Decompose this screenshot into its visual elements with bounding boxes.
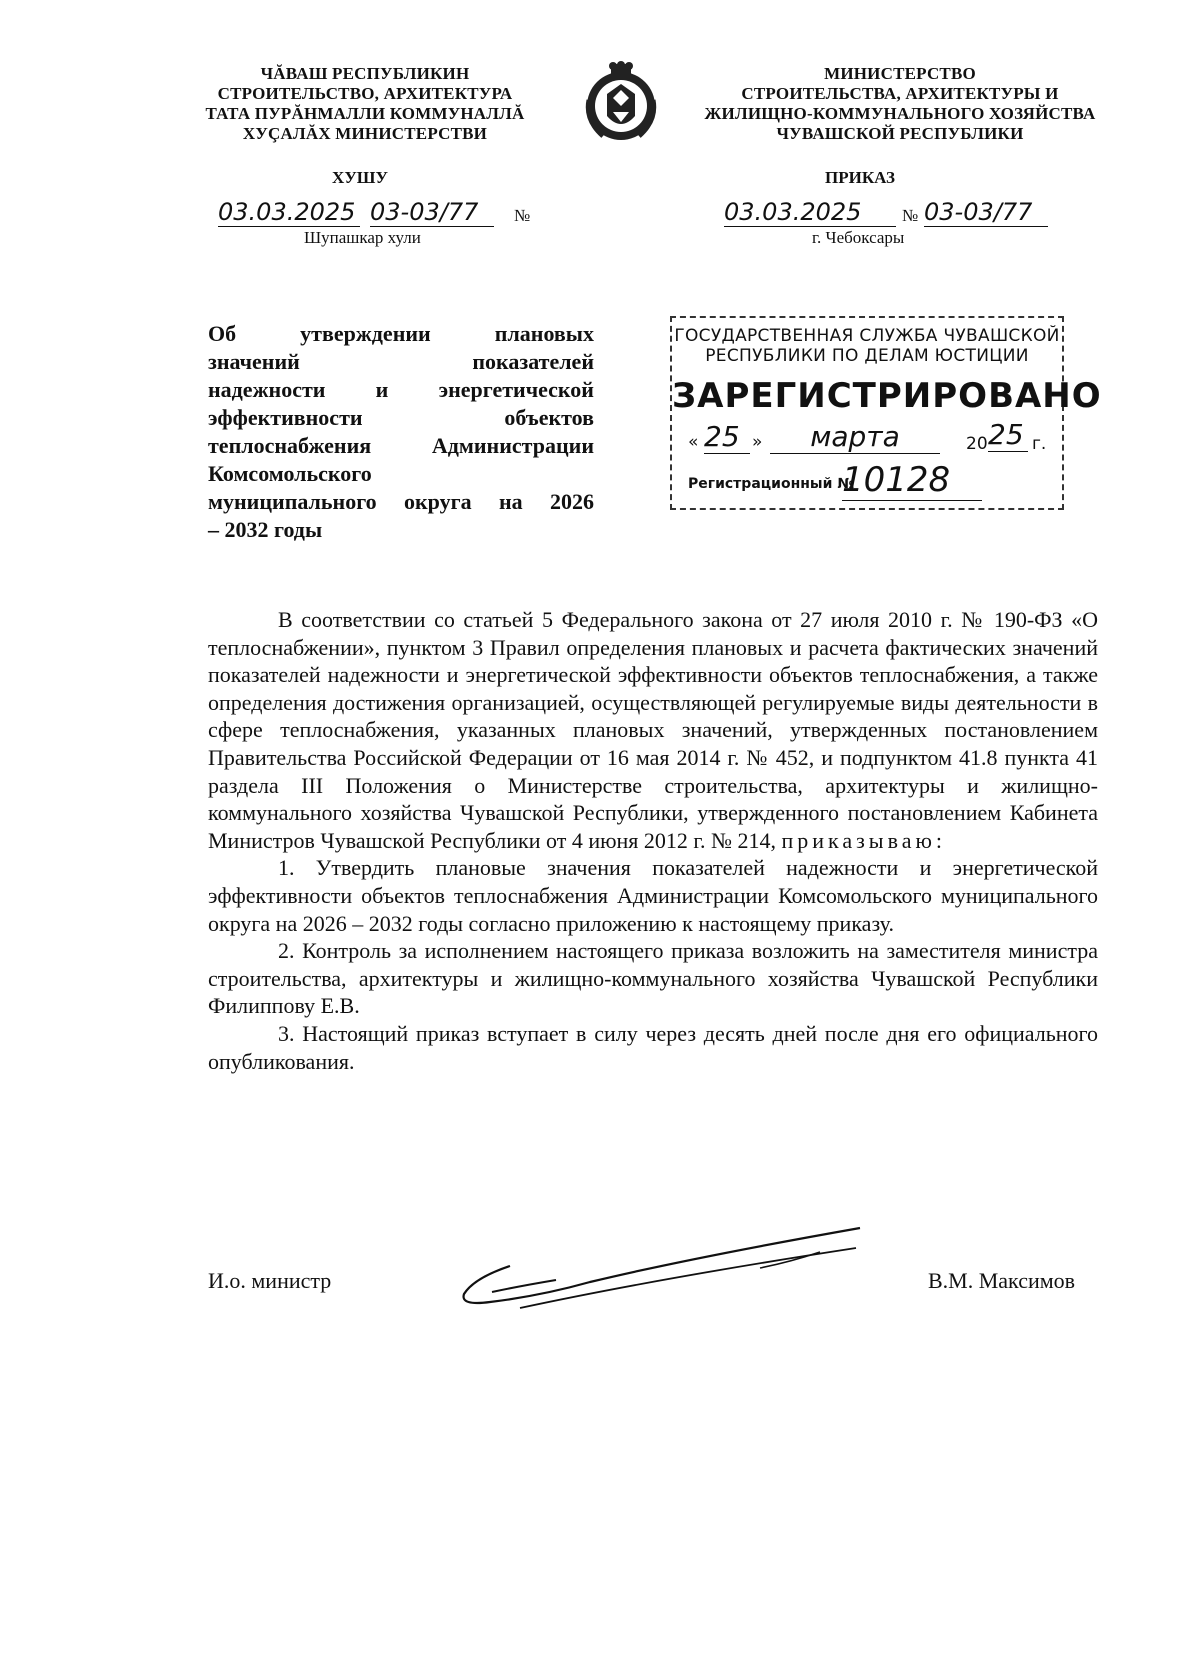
title-line: эффективности объектов <box>208 405 594 430</box>
right-header-line: МИНИСТЕРСТВО <box>824 64 976 83</box>
title-line: значений показателей <box>208 349 594 374</box>
right-city: г. Чебоксары <box>812 228 905 247</box>
stamp-day: 25 <box>704 420 750 454</box>
right-header-line: ЖИЛИЩНО-КОММУНАЛЬНОГО ХОЗЯЙСТВА <box>704 104 1096 123</box>
order-item-1: 1. Утвердить плановые значения показателей надежности и энергетической эффективности объектов теплоснабжения Администрации Комсомольского муниципального округа на 2026 – 2032 годы согласно приложению к настоящему приказу. <box>208 855 1098 936</box>
signer-position: И.о. министр <box>208 1268 332 1293</box>
stamp-year-suffix: 25 <box>988 418 1028 452</box>
stamp-agency-line: РЕСПУБЛИКИ ПО ДЕЛАМ ЮСТИЦИИ <box>705 346 1029 366</box>
stamp-status: ЗАРЕГИСТРИРОВАНО <box>672 376 1102 416</box>
title-line: муниципального округа на 2026 <box>208 489 594 514</box>
stamp-year-unit: г. <box>1032 434 1047 454</box>
title-line: Об утверждении плановых <box>208 321 594 346</box>
left-doc-type: ХУШУ <box>332 168 388 187</box>
left-date-number-row <box>218 198 538 232</box>
handwritten-signature <box>460 1222 880 1322</box>
left-header-line: ЧĂВАШ РЕСПУБЛИКИН <box>260 64 470 83</box>
right-number: 03-03/77 <box>924 198 1048 227</box>
left-header <box>180 64 550 144</box>
stamp-month: марта <box>770 420 940 454</box>
right-date: 03.03.2025 <box>724 198 896 227</box>
left-header-line: ТАТА ПУРĂНМАЛЛИ КОММУНАЛЛĂ <box>205 104 525 123</box>
title-line: – 2032 годы <box>208 517 323 542</box>
title-line: теплоснабжения Администрации <box>208 433 594 458</box>
document-body <box>208 606 1098 1075</box>
title-line: надежности и энергетической <box>208 377 594 402</box>
right-header-line: СТРОИТЕЛЬСТВА, АРХИТЕКТУРЫ И <box>741 84 1059 103</box>
stamp-year-prefix: 20 <box>966 434 988 454</box>
stamp-reg-number: 10128 <box>842 460 982 501</box>
preamble-paragraph <box>208 606 1098 854</box>
left-date: 03.03.2025 <box>218 198 360 227</box>
right-header <box>672 64 1128 144</box>
order-item-2: 2. Контроль за исполнением настоящего приказа возложить на заместителя министра строительства, архитектуры и жилищно-коммунального хозяйства Чувашской Республики Филиппову Е.В. <box>208 938 1098 1019</box>
preamble-text: В соответствии со статьей 5 Федерального закона от 27 июля 2010 г. № 190-ФЗ «О теплоснабжении», пунктом 3 Правил определения плановых и расчета фактических значений показателей надежности и энергетической эффективности объектов теплоснабжения, а также определения достижения организацией, осуществляющей регулируемые виды деятельности в сфере теплоснабжения, указанных плановых значений, утвержденных постановлением Правительства Российской Федерации от 16 мая 2014 г. № 452, и подпунктом 41.8 пункта 41 раздела III Положения о Министерстве строительства, архитектуры и жилищно-коммунального хозяйства Чувашской Республики, утвержденного постановлением Кабинета Министров Чувашской Республики от 4 июня 2012 г. № 214, <box>208 607 1098 853</box>
stamp-close-quote: » <box>752 432 763 452</box>
left-header-line: СТРОИТЕЛЬСТВО, АРХИТЕКТУРА <box>217 84 513 103</box>
left-number: 03-03/77 <box>370 198 494 227</box>
coat-of-arms-emblem <box>583 60 659 144</box>
signer-name: В.М. Максимов <box>928 1268 1076 1293</box>
document-title <box>208 320 594 544</box>
right-date-number-row <box>724 198 1064 232</box>
stamp-reg-row <box>672 458 1062 502</box>
stamp-agency-line: ГОСУДАРСТВЕННАЯ СЛУЖБА ЧУВАШСКОЙ <box>674 326 1060 346</box>
stamp-reg-label: Регистрационный № <box>688 476 855 492</box>
registration-stamp <box>670 316 1102 510</box>
left-number-sign: № <box>514 206 531 225</box>
stamp-open-quote: « <box>688 432 699 452</box>
right-doc-type: ПРИКАЗ <box>825 168 895 187</box>
order-item-3: 3. Настоящий приказ вступает в силу через десять дней после дня его официального опубликования. <box>208 1020 1098 1074</box>
stamp-date-row <box>672 418 1062 458</box>
right-number-sign: № <box>902 206 919 225</box>
right-header-line: ЧУВАШСКОЙ РЕСПУБЛИКИ <box>776 124 1024 143</box>
left-city: Шупашкар хули <box>304 228 421 247</box>
title-line: Комсомольского <box>208 461 372 486</box>
order-word: приказываю: <box>781 827 947 853</box>
left-header-line: ХУÇАЛĂХ МИНИСТЕРСТВИ <box>242 124 488 143</box>
